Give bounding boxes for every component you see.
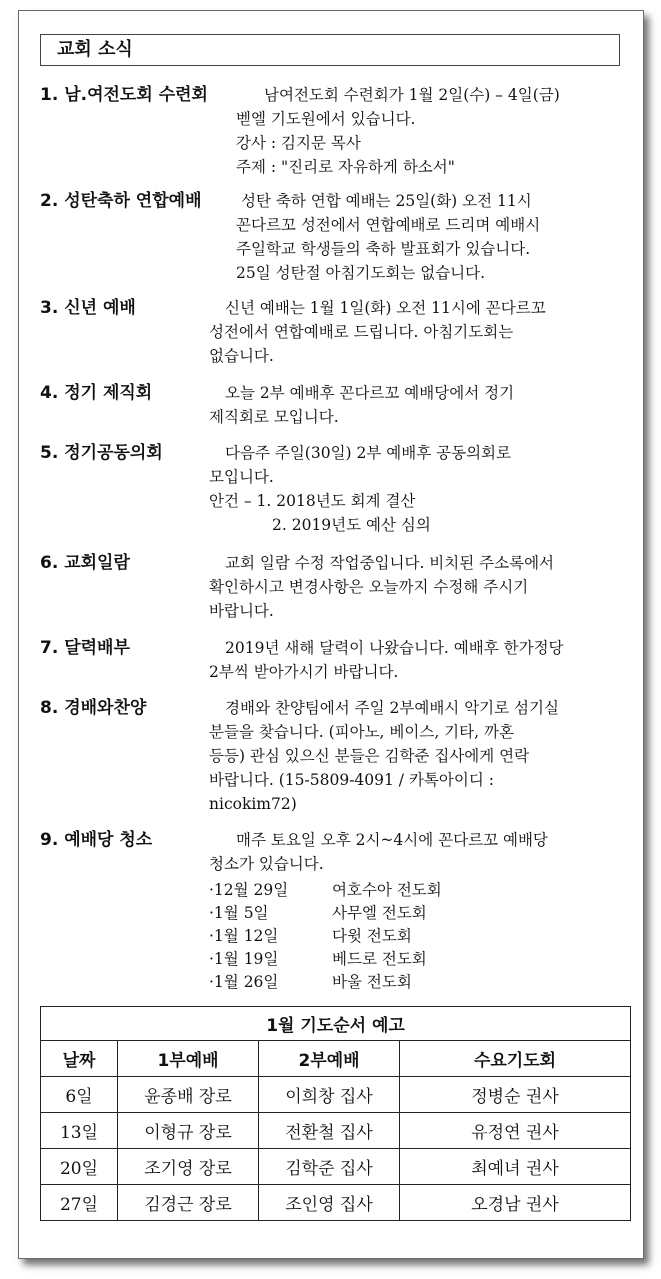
- table-cell: 이형규 장로: [118, 1113, 259, 1149]
- section-title: 교회 소식: [40, 34, 620, 66]
- item-line: 바랍니다. (15-5809-4091 / 카톡아이디 :: [209, 771, 494, 789]
- item-label: 4. 정기 제직회: [40, 383, 153, 403]
- item-line: 바랍니다.: [209, 602, 274, 620]
- table-cell: 조인영 집사: [259, 1185, 400, 1221]
- table-cell: 조기영 장로: [118, 1149, 259, 1185]
- item-label: 3. 신년 예배: [40, 298, 136, 318]
- schedule-date: ·1월 5일: [209, 904, 269, 922]
- column-header: 수요기도회: [400, 1041, 631, 1077]
- item-line: 경배와 찬양팀에서 주일 2부예배시 악기로 섬기실: [225, 699, 559, 717]
- item-label: 7. 달력배부: [40, 638, 130, 658]
- item-line: 25일 성탄절 아침기도회는 없습니다.: [236, 264, 486, 282]
- item-line: 성전에서 연합예배로 드립니다. 아침기도회는: [209, 323, 514, 341]
- column-header: 날짜: [41, 1041, 118, 1077]
- table-cell: 13일: [41, 1113, 118, 1149]
- schedule-date: ·1월 19일: [209, 950, 279, 968]
- table-cell: 6일: [41, 1077, 118, 1113]
- item-line: 제직회로 모입니다.: [209, 408, 339, 426]
- item-line: 교회 일람 수정 작업중입니다. 비치된 주소록에서: [225, 554, 555, 572]
- item-line: 신년 예배는 1월 1일(화) 오전 11시에 꼰다르꼬: [225, 299, 546, 317]
- item-line: 성탄 축하 연합 예배는 25일(화) 오전 11시: [241, 192, 532, 210]
- schedule-group: 여호수아 전도회: [332, 881, 442, 899]
- table-cell: 전환철 집사: [259, 1113, 400, 1149]
- schedule-group: 사무엘 전도회: [332, 904, 427, 922]
- item-line: 청소가 있습니다.: [209, 855, 324, 873]
- item-line: 강사 : 김지문 목사: [236, 134, 361, 152]
- table-cell: 20일: [41, 1149, 118, 1185]
- schedule-date: ·1월 12일: [209, 927, 279, 945]
- item-label: 2. 성탄축하 연합예배: [40, 191, 202, 211]
- item-line: 벧엘 기도원에서 있습니다.: [236, 110, 416, 128]
- schedule-group: 바울 전도회: [332, 973, 412, 991]
- item-label: 9. 예배당 청소: [40, 830, 153, 850]
- item-line: 확인하시고 변경사항은 오늘까지 수정해 주시기: [209, 578, 529, 596]
- item-line: 2부씩 받아가시기 바랍니다.: [209, 663, 399, 681]
- table-cell: 오경남 권사: [400, 1185, 631, 1221]
- item-line: 없습니다.: [209, 347, 274, 365]
- table-cell: 윤종배 장로: [118, 1077, 259, 1113]
- schedule-date: ·12월 29일: [209, 881, 289, 899]
- item-line: 오늘 2부 예배후 꼰다르꼬 예배당에서 정기: [225, 384, 515, 402]
- table-row: [41, 1185, 631, 1221]
- table-row: [41, 1077, 631, 1113]
- item-label: 1. 남.여전도회 수련회: [40, 85, 208, 105]
- item-line: 분들을 찾습니다. (피아노, 베이스, 기타, 까혼: [209, 723, 514, 741]
- item-line: 등등) 관심 있으신 분들은 김학준 집사에게 연락: [209, 747, 530, 765]
- item-line: 다음주 주일(30일) 2부 예배후 공동의회로: [225, 444, 511, 462]
- table-cell: 27일: [41, 1185, 118, 1221]
- item-line: nicokim72): [209, 795, 297, 813]
- table-cell: 정병순 권사: [400, 1077, 631, 1113]
- bulletin-page: [18, 10, 644, 1259]
- item-line: 남여전도회 수련회가 1월 2일(수) – 4일(금): [264, 86, 560, 104]
- table-row: [41, 1113, 631, 1149]
- item-line: 안건 – 1. 2018년도 회계 결산: [209, 492, 416, 510]
- column-header: 2부예배: [259, 1041, 400, 1077]
- table-caption: 1월 기도순서 예고: [41, 1007, 631, 1041]
- prayer-schedule-table: [40, 1006, 631, 1221]
- table-cell: 김학준 집사: [259, 1149, 400, 1185]
- table-row: [41, 1149, 631, 1185]
- item-line: 주제 : "진리로 자유하게 하소서": [236, 158, 455, 176]
- table-cell: 최예녀 권사: [400, 1149, 631, 1185]
- schedule-group: 다윗 전도회: [332, 927, 412, 945]
- item-line: 꼰다르꼬 성전에서 연합예배로 드리며 예배시: [236, 216, 541, 234]
- schedule-date: ·1월 26일: [209, 973, 279, 991]
- item-line: 주일학교 학생들의 축하 발표회가 있습니다.: [236, 240, 531, 258]
- item-line: 매주 토요일 오후 2시~4시에 꼰다르꼬 예배당: [236, 831, 548, 849]
- item-line: 2. 2019년도 예산 심의: [272, 516, 431, 534]
- column-header: 1부예배: [118, 1041, 259, 1077]
- item-line: 2019년 새해 달력이 나왔습니다. 예배후 한가정당: [225, 639, 564, 657]
- item-label: 6. 교회일람: [40, 553, 130, 573]
- item-label: 5. 정기공동의회: [40, 443, 163, 463]
- table-cell: 이희창 집사: [259, 1077, 400, 1113]
- item-label: 8. 경배와찬양: [40, 698, 147, 718]
- table-cell: 김경근 장로: [118, 1185, 259, 1221]
- item-line: 모입니다.: [209, 468, 274, 486]
- schedule-group: 베드로 전도회: [332, 950, 427, 968]
- table-cell: 유정연 권사: [400, 1113, 631, 1149]
